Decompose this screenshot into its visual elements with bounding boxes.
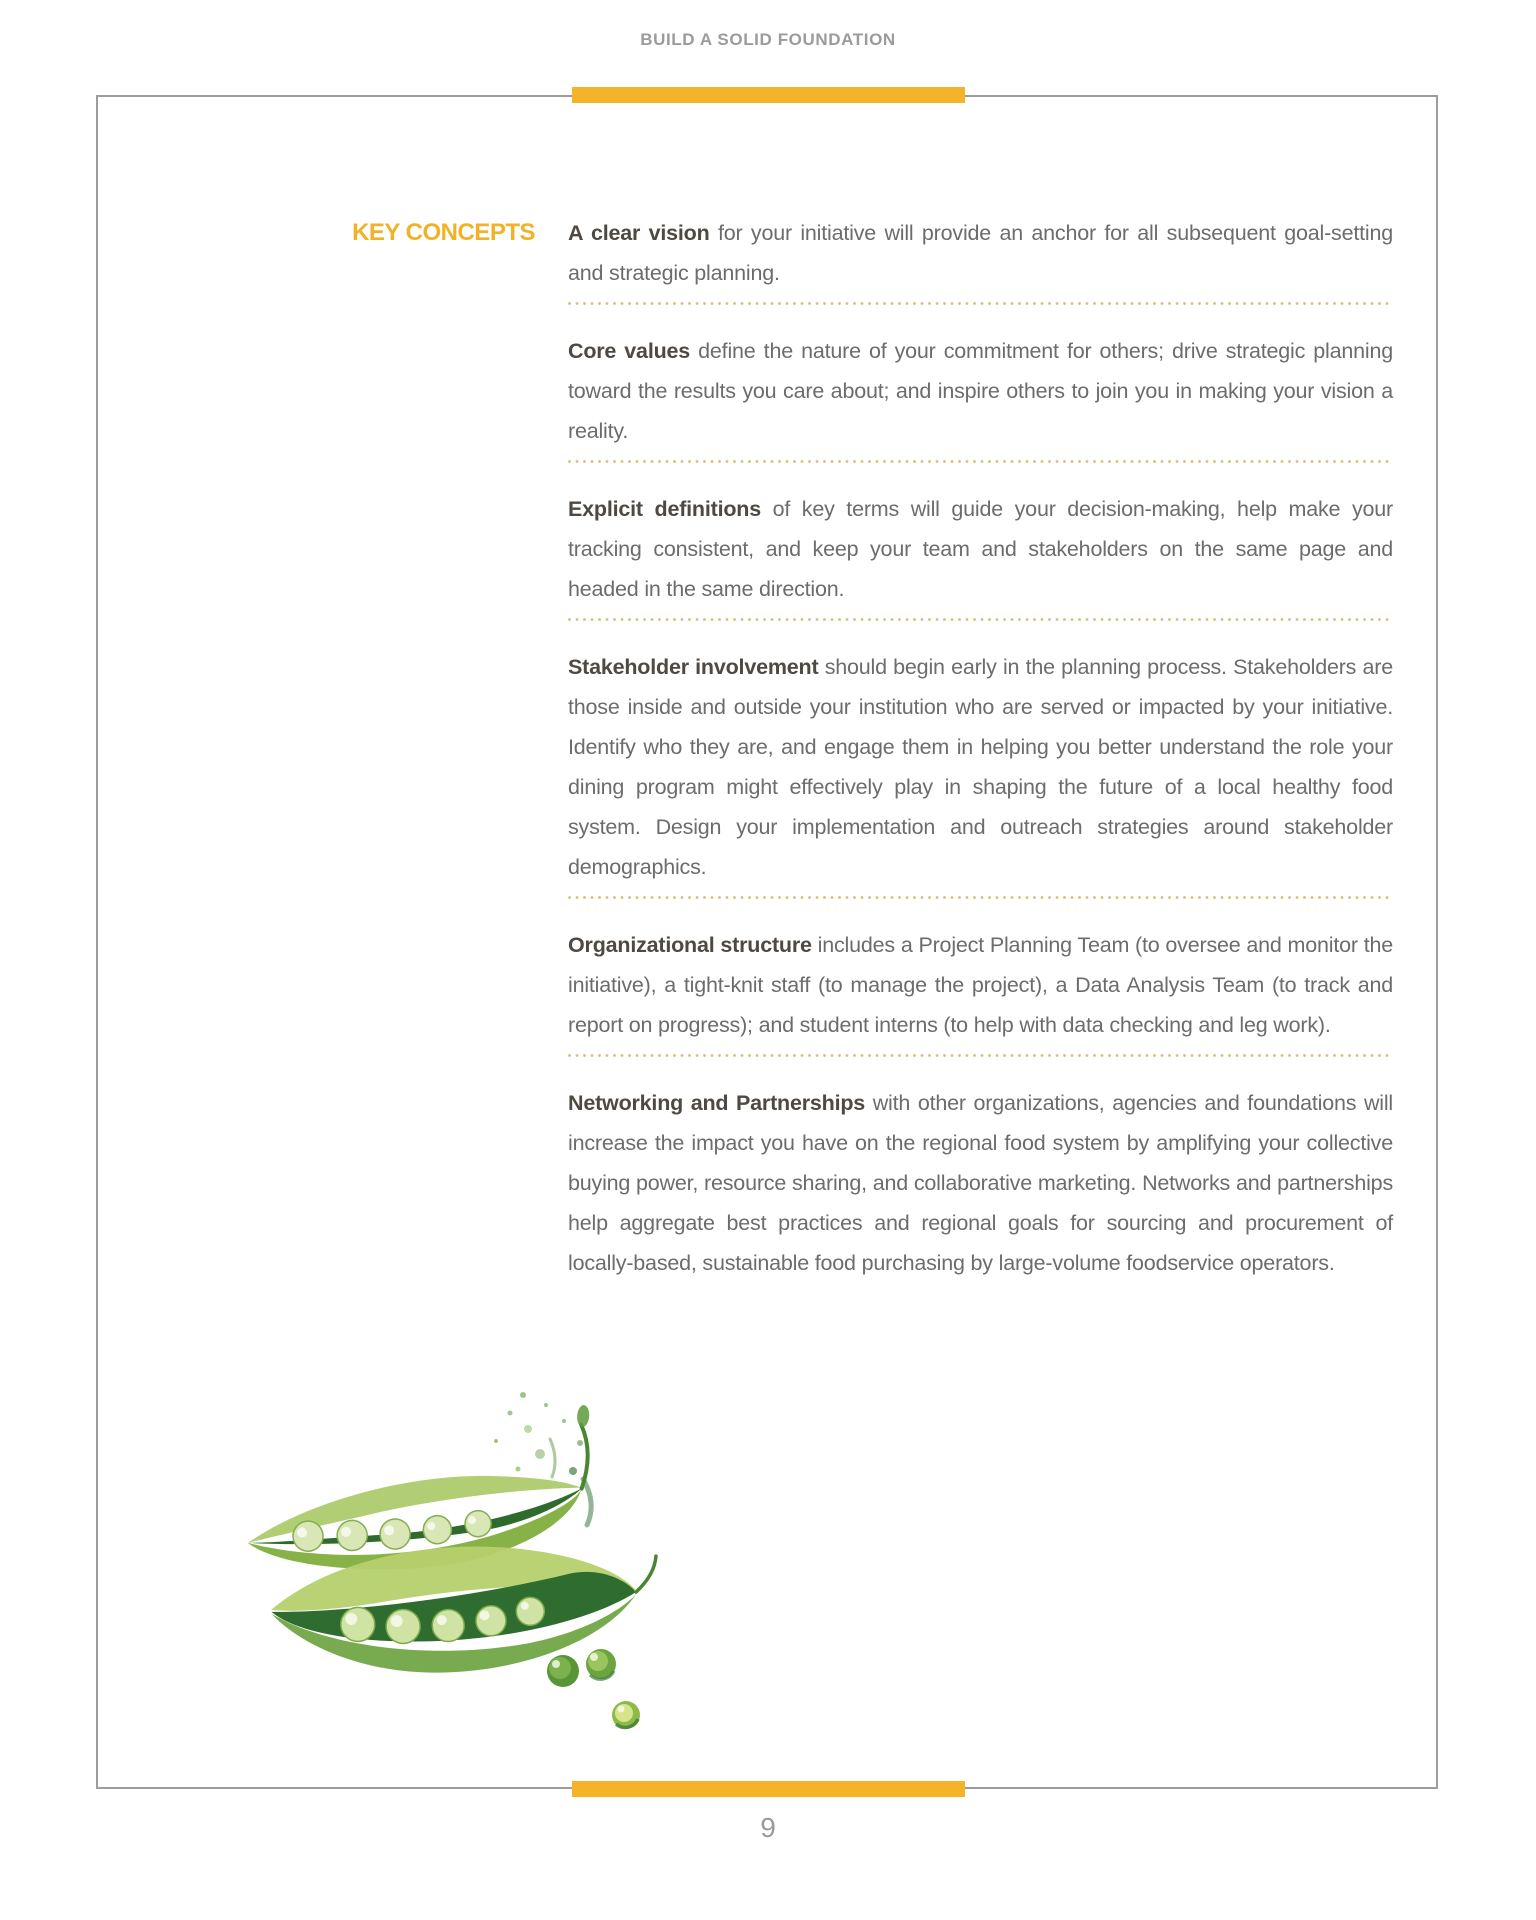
- paragraph-text: define the nature of your commitment for others; drive strategic planning toward the results you care about; and inspire others to join you in making your vision a reality.: [568, 339, 1393, 443]
- top-accent-bar: [572, 87, 965, 103]
- paragraph-text: should begin early in the planning process. Stakeholders are those inside and outside your institution who are served or impacted by your initiative. Identify who they are, and engage them in helping you better understand the role your dining program might effectively play in shaping the future of a local healthy food system. Design your implementation and outreach strategies around stakeholder demographics.: [568, 655, 1393, 879]
- page-number: 9: [760, 1812, 776, 1843]
- pea-pods-illustration: [228, 1383, 698, 1753]
- paragraph-stakeholder-involvement: [568, 647, 1393, 887]
- paragraph-lead: Organizational structure: [568, 933, 812, 957]
- dotted-separator: [568, 302, 1393, 305]
- paragraph-text: includes a Project Planning Team (to oversee and monitor the initiative), a tight-knit staff (to manage the project), a Data Analysis Team (to track and report on progress); and student interns (to help with data checking and leg work).: [568, 933, 1393, 1037]
- dotted-separator: [568, 896, 1393, 899]
- dotted-separator: [568, 1054, 1393, 1057]
- section-label: KEY CONCEPTS: [352, 219, 535, 246]
- paragraph-lead: A clear vision: [568, 221, 710, 245]
- dotted-separator: [568, 618, 1393, 621]
- paragraph-text: with other organizations, agencies and foundations will increase the impact you have on the regional food system by amplifying your collective buying power, resource sharing, and collaborative marketing. Networks and partnerships help aggregate best practices and regional goals for sourcing and procurement of locally-based, sustainable food purchasing by large-volume foodservice operators.: [568, 1091, 1393, 1275]
- dotted-separator: [568, 460, 1393, 463]
- paragraph-text: for your initiative will provide an anchor for all subsequent goal-setting and strategic planning.: [568, 221, 1393, 285]
- paragraph-lead: Networking and Partnerships: [568, 1091, 866, 1115]
- paragraph-lead: Explicit definitions: [568, 497, 761, 521]
- loose-peas: [547, 1649, 640, 1729]
- paragraph-text: of key terms will guide your decision-making, help make your tracking consistent, and keep your team and stakeholders on the same page and headed in the same direction.: [568, 497, 1393, 601]
- paragraph-core-values: [568, 331, 1393, 451]
- paragraph-clear-vision: [568, 213, 1393, 293]
- paragraph-networking-partnerships: [568, 1083, 1393, 1283]
- body-column: [568, 213, 1393, 1283]
- paragraph-lead: Stakeholder involvement: [568, 655, 819, 679]
- running-header: BUILD A SOLID FOUNDATION: [640, 30, 896, 49]
- paragraph-explicit-definitions: [568, 489, 1393, 609]
- paragraph-organizational-structure: [568, 925, 1393, 1045]
- bottom-accent-bar: [572, 1781, 965, 1797]
- paragraph-lead: Core values: [568, 339, 691, 363]
